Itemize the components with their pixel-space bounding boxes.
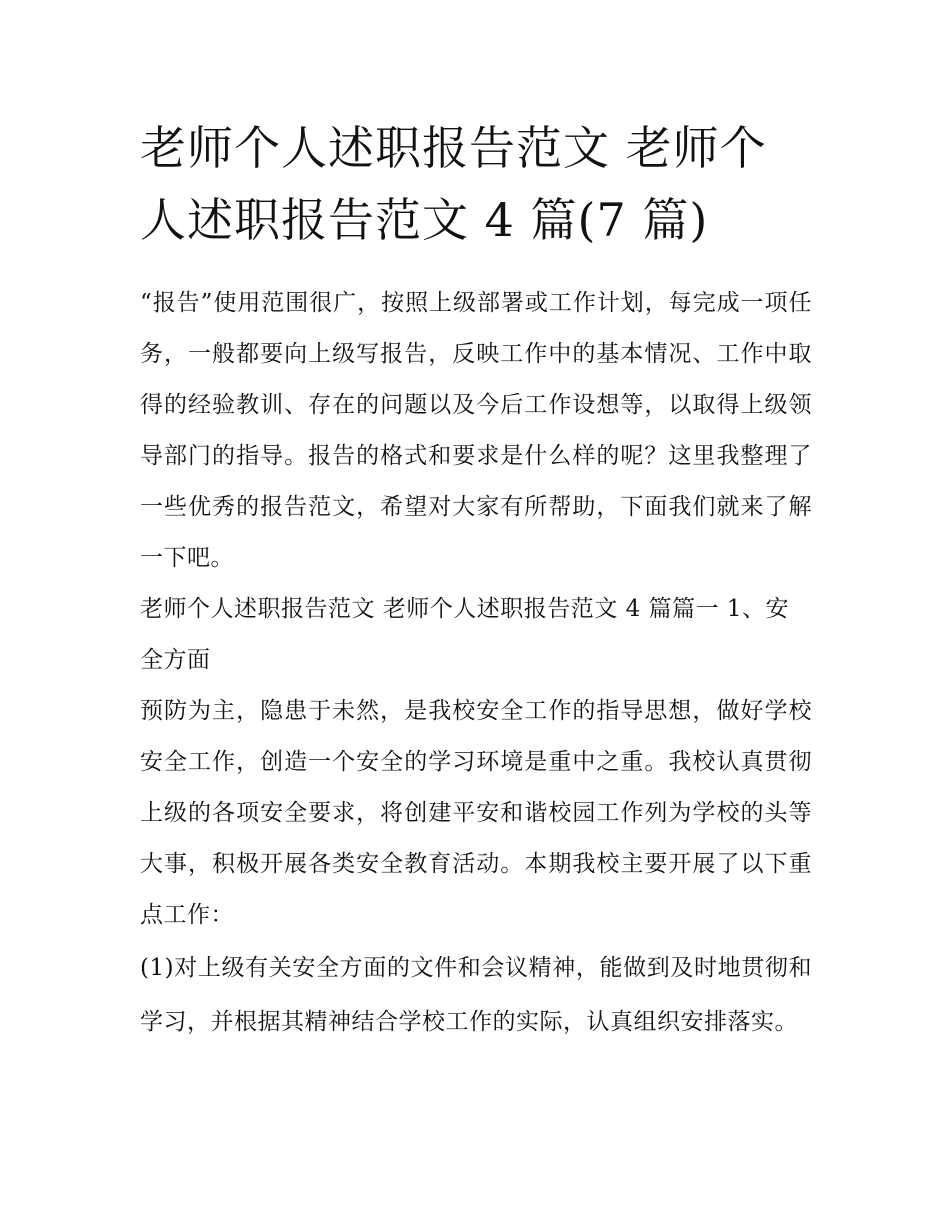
list-item-1: (1)对上级有关安全方面的文件和会议精神，能做到及时地贯彻和学习，并根据其精神结合学校工作的实际，认真组织安排落实。 [140, 955, 812, 1035]
document-title: 老师个人述职报告范文 老师个人述职报告范文 4 篇(7 篇) [140, 121, 767, 247]
section-heading: 老师个人述职报告范文 老师个人述职报告范文 4 篇篇一 1、安全方面 [140, 596, 790, 673]
body-paragraph: 预防为主，隐患于未然，是我校安全工作的指导思想，做好学校安全工作，创造一个安全的学习环境是重中之重。我校认真贯彻上级的各项安全要求，将创建平安和谐校园工作列为学校的头等大事，积极开展各类安全教育活动。本期我校主要开展了以下重点工作： [140, 698, 812, 928]
intro-paragraph: “报告”使用范围很广，按照上级部署或工作计划，每完成一项任务，一般都要向上级写报告，反映工作中的基本情况、工作中取得的经验教训、存在的问题以及今后工作设想等，以取得上级领导部门的指导。报告的格式和要求是什么样的呢？这里我整理了一些优秀的报告范文，希望对大家有所帮助，下面我们就来了解一下吧。 [140, 290, 812, 571]
